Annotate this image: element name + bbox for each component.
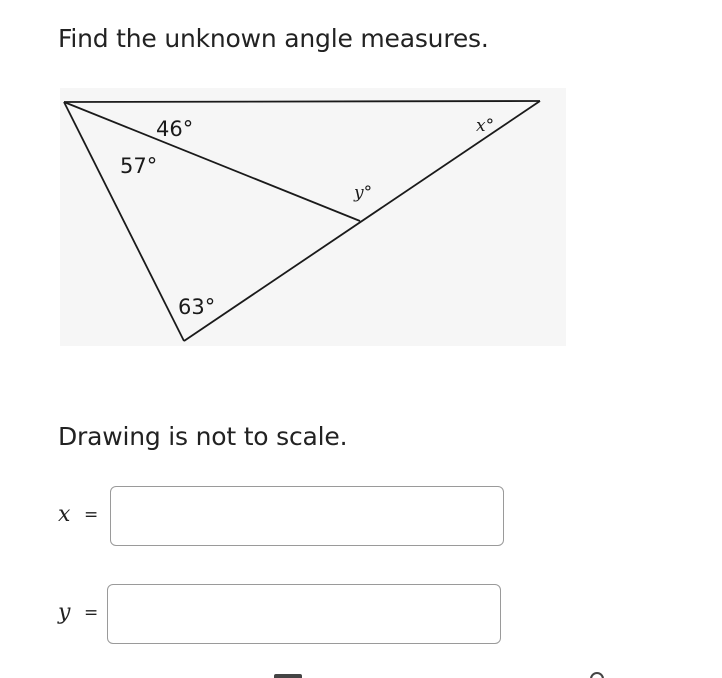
scale-note: Drawing is not to scale. [58, 422, 348, 451]
angle-label-y: y° [354, 183, 373, 203]
cutoff-button-edge [274, 674, 302, 678]
question-title: Find the unknown angle measures. [58, 24, 489, 53]
angle-label-x: x° [476, 116, 495, 136]
top-side [64, 101, 540, 102]
angle-label-57: 57° [120, 154, 158, 178]
answer-input-x[interactable] [110, 486, 504, 546]
angle-label-63: 63° [178, 295, 216, 319]
answer-input-y[interactable] [107, 584, 501, 644]
equals-sign: = [84, 603, 99, 623]
cutoff-icon-edge [590, 672, 604, 678]
variable-label-x: x [58, 502, 71, 527]
variable-label-y: y [58, 600, 71, 625]
answer-row-y [0, 584, 722, 646]
triangle-diagram [60, 88, 566, 346]
angle-label-46: 46° [156, 117, 194, 141]
equals-sign: = [84, 505, 99, 525]
answer-row-x [0, 486, 722, 548]
